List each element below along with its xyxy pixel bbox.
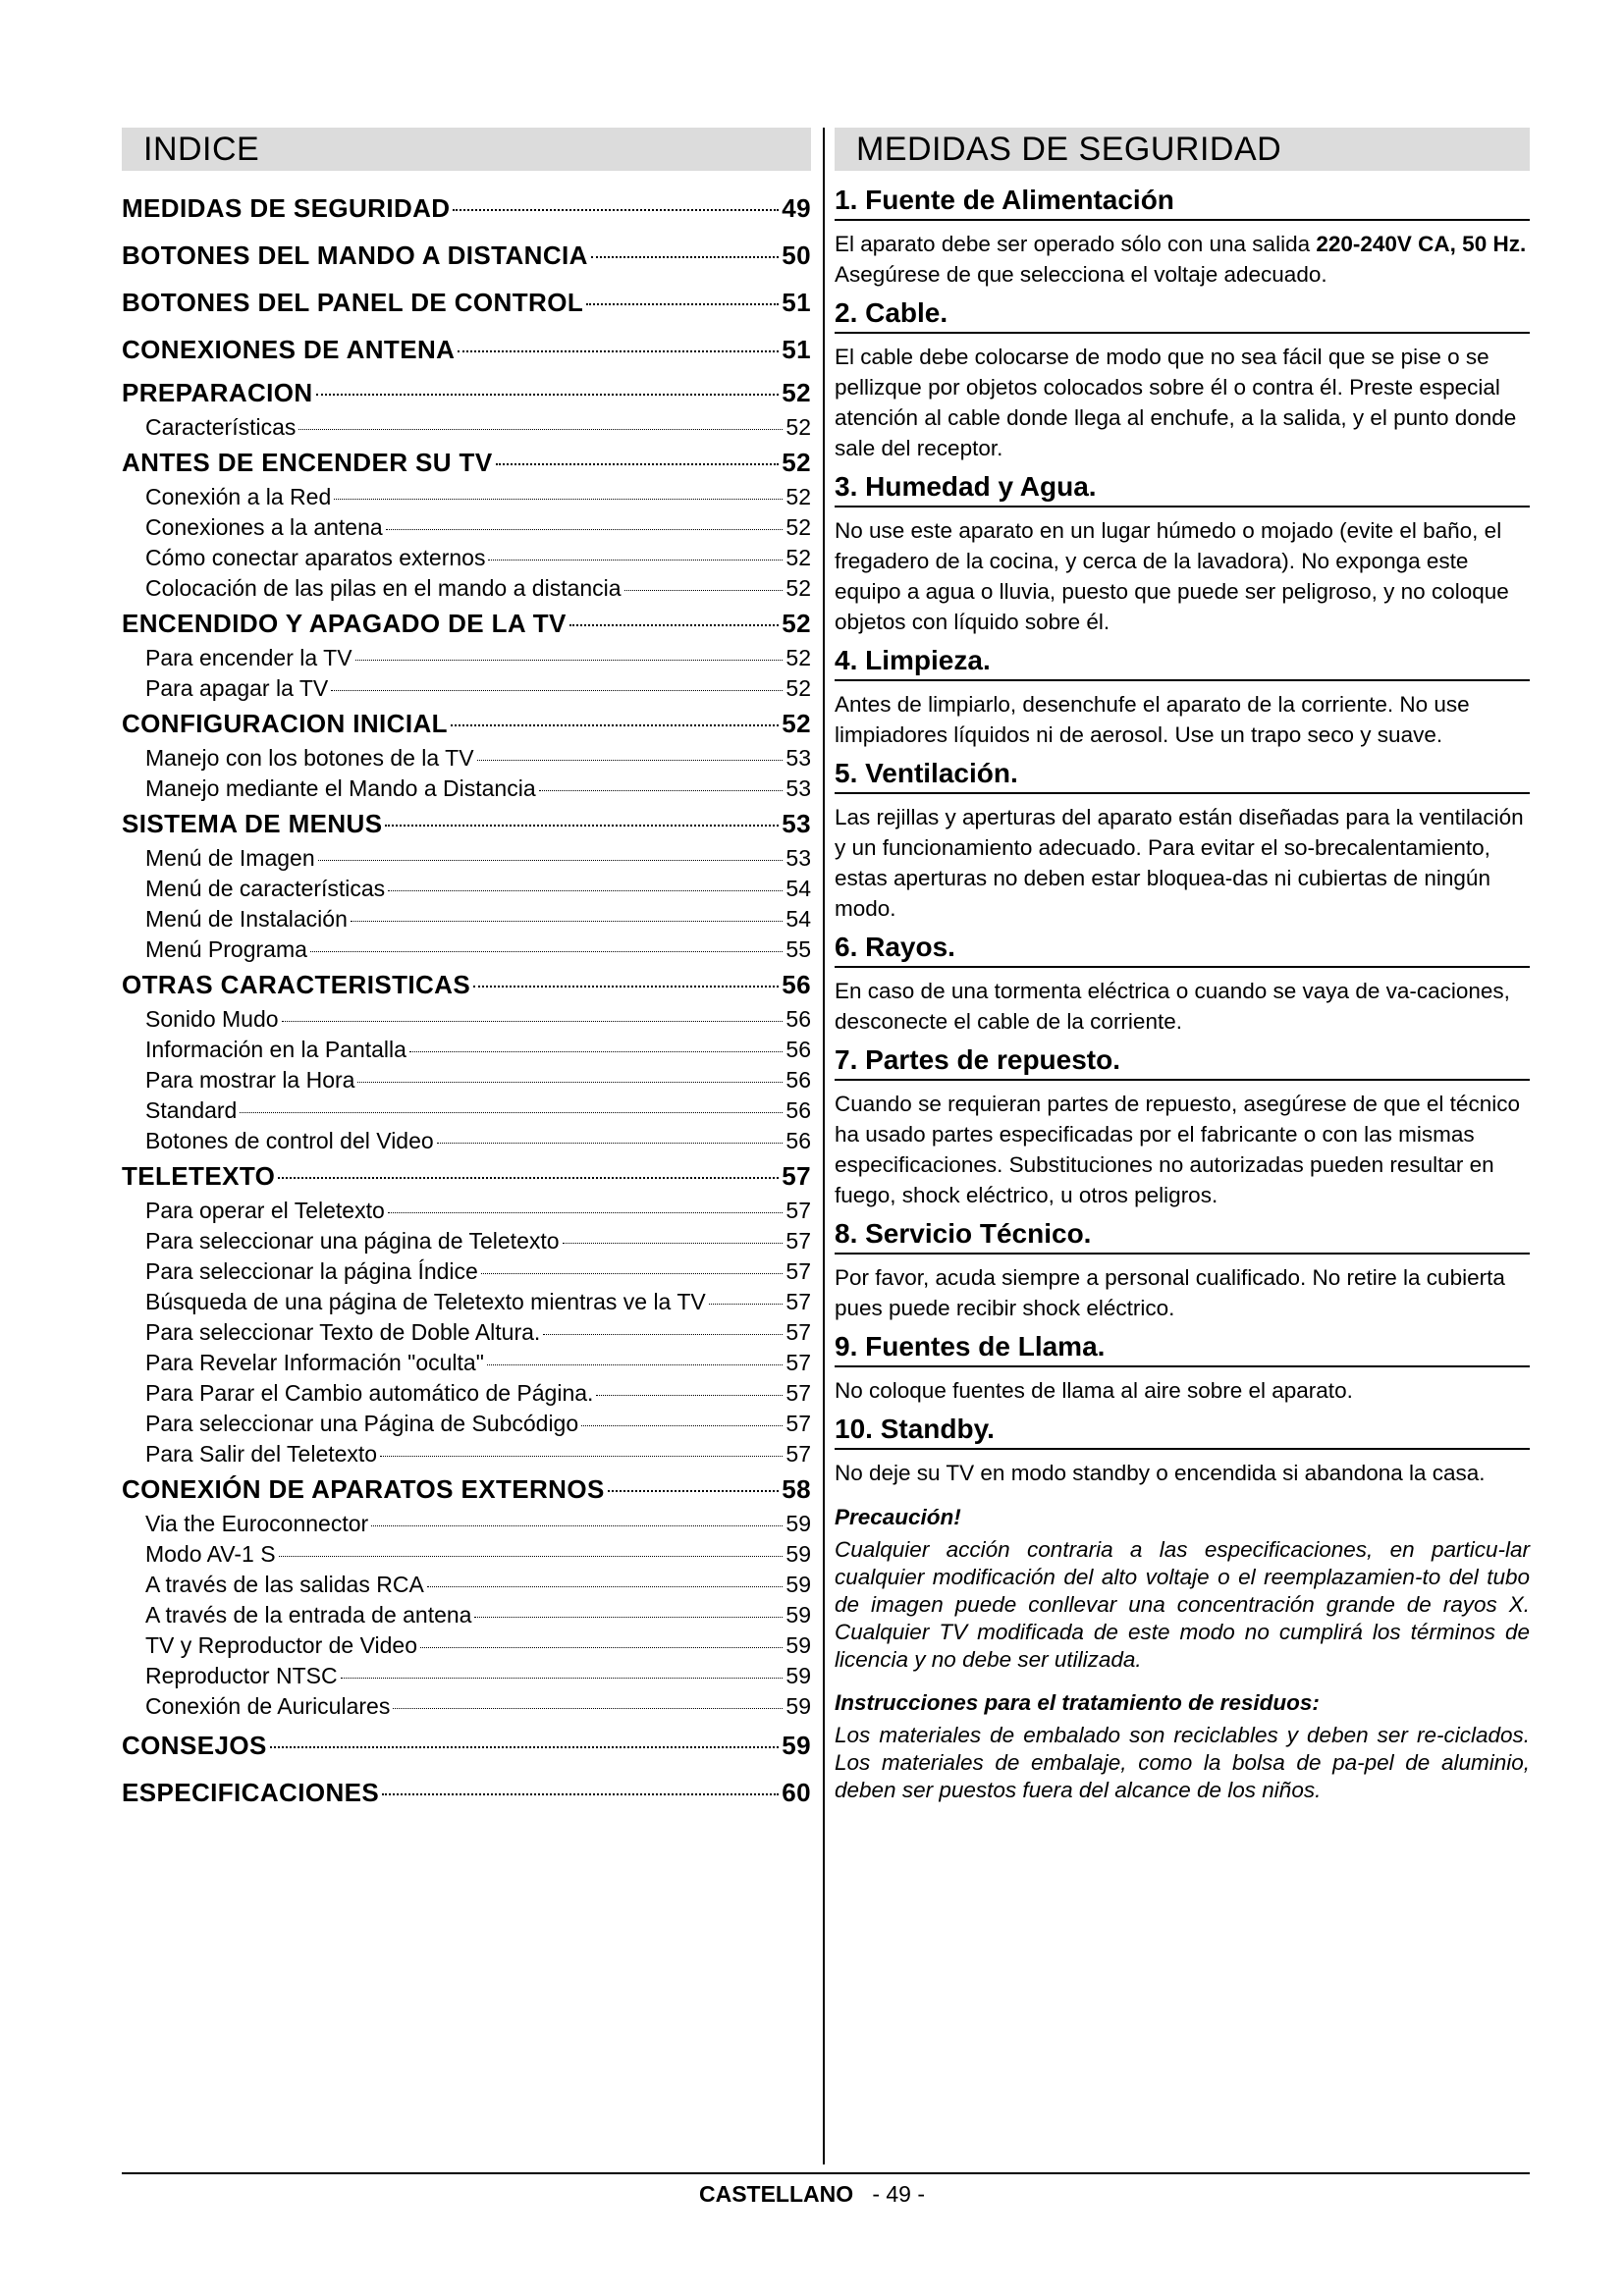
toc-leader-dots bbox=[386, 529, 784, 530]
toc-page-number: 59 bbox=[785, 1541, 811, 1567]
toc-leader-dots bbox=[298, 429, 783, 430]
toc-page-number: 54 bbox=[785, 906, 811, 932]
toc-page-number: 51 bbox=[782, 288, 811, 317]
toc-leader-dots bbox=[591, 256, 779, 258]
safety-column bbox=[835, 128, 1530, 1808]
toc-page-number: 52 bbox=[785, 414, 811, 440]
section-body-spare-parts: Cuando se requieran partes de repuesto, asegúrese de que el técnico ha usado partes especificadas por el fabricante o con las mismas especificaciones. Substituciones no autorizadas pueden resultar en fuego, shock eléctrico, u otros peligros. bbox=[835, 1092, 1520, 1207]
toc-entry-title: Para seleccionar una página de Teletexto bbox=[145, 1228, 560, 1254]
toc-leader-dots bbox=[569, 624, 779, 626]
toc-subsection-entry bbox=[122, 1317, 811, 1348]
toc-page-number: 57 bbox=[785, 1380, 811, 1406]
section-title-flame: 9. Fuentes de Llama. bbox=[835, 1331, 1530, 1367]
toc-leader-dots bbox=[341, 1678, 784, 1679]
toc-entry-title: Standard bbox=[145, 1097, 238, 1123]
toc-page-number: 59 bbox=[785, 1572, 811, 1597]
toc-leader-dots bbox=[586, 303, 779, 305]
toc-page-number: 52 bbox=[782, 448, 811, 477]
toc-leader-dots bbox=[270, 1746, 780, 1748]
toc-page-number: 57 bbox=[785, 1258, 811, 1284]
toc-leader-dots bbox=[409, 1051, 783, 1052]
toc-page-number: 57 bbox=[785, 1289, 811, 1314]
toc-entry-title: Características bbox=[145, 414, 297, 440]
toc-page-number: 52 bbox=[785, 575, 811, 601]
toc-leader-dots bbox=[437, 1143, 784, 1144]
toc-subsection-entry bbox=[122, 1600, 811, 1630]
section-title-cleaning: 4. Limpieza. bbox=[835, 645, 1530, 681]
toc-section-entry bbox=[122, 279, 811, 326]
toc-entry-title: Para seleccionar la página Índice bbox=[145, 1258, 478, 1284]
toc-leader-dots bbox=[388, 1212, 784, 1213]
toc-page-number: 56 bbox=[785, 1067, 811, 1093]
toc-leader-dots bbox=[581, 1425, 783, 1426]
toc-page-number: 56 bbox=[785, 1006, 811, 1032]
toc-subsection-entry bbox=[122, 904, 811, 934]
toc-page-number: 59 bbox=[785, 1511, 811, 1536]
toc-subsection-entry bbox=[122, 934, 811, 965]
toc-page-number: 60 bbox=[782, 1778, 811, 1807]
toc-subsection-entry bbox=[122, 1691, 811, 1722]
toc-section-entry bbox=[122, 1769, 811, 1816]
toc-leader-dots bbox=[596, 1395, 783, 1396]
toc-entry-title: Menú de características bbox=[145, 876, 386, 901]
toc-entry-title: CONSEJOS bbox=[122, 1731, 267, 1760]
section-body-moisture: No use este aparato en un lugar húmedo o mojado (evite el baño, el fregadero de la cocina, y cerca de la lavadora). No exponga este equipo a agua o lluvia, puesto que puede ser peligroso, y no coloque objetos con líquido sobre él. bbox=[835, 518, 1509, 634]
toc-subsection-entry bbox=[122, 1004, 811, 1035]
toc-entry-title: ENCENDIDO Y APAGADO DE LA TV bbox=[122, 609, 567, 638]
caution-title: Precaución! bbox=[835, 1505, 961, 1529]
section-title-ventilation: 5. Ventilación. bbox=[835, 758, 1530, 794]
toc-entry-title: Información en la Pantalla bbox=[145, 1037, 406, 1062]
index-column bbox=[122, 128, 811, 1816]
toc-page-number: 50 bbox=[782, 240, 811, 270]
section-title-standby: 10. Standby. bbox=[835, 1414, 1530, 1450]
toc-entry-title: Menú de Instalación bbox=[145, 906, 348, 932]
section-body-cleaning: Antes de limpiarlo, desenchufe el aparato de la corriente. No use limpiadores líquidos ni de aerosol. Use un trapo seco y suave. bbox=[835, 692, 1470, 747]
toc-page-number: 53 bbox=[785, 745, 811, 771]
toc-subsection-entry bbox=[122, 512, 811, 543]
toc-leader-dots bbox=[355, 660, 784, 661]
toc-page-number: 52 bbox=[785, 545, 811, 570]
toc-entry-title: TV y Reproductor de Video bbox=[145, 1632, 418, 1658]
toc-subsection-entry bbox=[122, 1226, 811, 1256]
power-text-post: Asegúrese de que selecciona el voltaje adecuado. bbox=[835, 262, 1327, 287]
toc-entry-title: Sonido Mudo bbox=[145, 1006, 279, 1032]
section-body-power bbox=[835, 229, 1530, 290]
toc-page-number: 51 bbox=[782, 335, 811, 364]
toc-subsection-entry bbox=[122, 643, 811, 673]
toc-page-number: 55 bbox=[785, 936, 811, 962]
toc-subsection-entry bbox=[122, 1287, 811, 1317]
toc-entry-title: OTRAS CARACTERISTICAS bbox=[122, 970, 471, 999]
waste-title: Instrucciones para el tratamiento de residuos: bbox=[835, 1690, 1320, 1715]
toc-page-number: 52 bbox=[785, 484, 811, 509]
waste-body: Los materiales de embalado son reciclables y deben ser re-ciclados. Los materiales de embalaje, como la bolsa de pa-pel de aluminio, deben ser puestos fuera del alcance de los niños. bbox=[835, 1723, 1530, 1802]
toc-page-number: 56 bbox=[785, 1097, 811, 1123]
toc-page-number: 56 bbox=[785, 1128, 811, 1153]
power-text-pre: El aparato debe ser operado sólo con una salida bbox=[835, 232, 1317, 256]
toc-subsection-entry bbox=[122, 774, 811, 804]
toc-leader-dots bbox=[380, 1456, 783, 1457]
toc-entry-title: MEDIDAS DE SEGURIDAD bbox=[122, 193, 451, 223]
toc-entry-title: Via the Euroconnector bbox=[145, 1511, 369, 1536]
toc-entry-title: PREPARACION bbox=[122, 378, 313, 407]
toc-page-number: 52 bbox=[782, 709, 811, 738]
toc-entry-title: Para Parar el Cambio automático de Página. bbox=[145, 1380, 594, 1406]
toc-entry-title: CONEXIÓN DE APARATOS EXTERNOS bbox=[122, 1474, 605, 1504]
toc-leader-dots bbox=[385, 825, 779, 827]
section-title-cable: 2. Cable. bbox=[835, 297, 1530, 334]
section-body-ventilation: Las rejillas y aperturas del aparato están diseñadas para la ventilación y un funcionamiento adecuado. Para evitar el so-brecalentamiento, estas aperturas no deben estar bloquea-das ni cubiertas de ningún modo. bbox=[835, 805, 1524, 921]
section-title-power: 1. Fuente de Alimentación bbox=[835, 185, 1530, 221]
toc-leader-dots bbox=[278, 1177, 779, 1179]
toc-leader-dots bbox=[310, 951, 783, 952]
toc-leader-dots bbox=[334, 499, 783, 500]
toc-subsection-entry bbox=[122, 1378, 811, 1409]
toc-section-entry bbox=[122, 965, 811, 1004]
footer-page-number: - 49 - bbox=[872, 2181, 926, 2207]
toc-entry-title: Conexión a la Red bbox=[145, 484, 332, 509]
toc-leader-dots bbox=[608, 1490, 780, 1492]
toc-subsection-entry bbox=[122, 482, 811, 512]
toc-entry-title: BOTONES DEL PANEL DE CONTROL bbox=[122, 288, 584, 317]
toc-entry-title: BOTONES DEL MANDO A DISTANCIA bbox=[122, 240, 588, 270]
safety-heading: MEDIDAS DE SEGURIDAD bbox=[835, 128, 1530, 171]
toc-subsection-entry bbox=[122, 1539, 811, 1570]
toc-leader-dots bbox=[331, 690, 783, 691]
toc-entry-title: Para apagar la TV bbox=[145, 675, 329, 701]
toc-leader-dots bbox=[563, 1243, 784, 1244]
toc-subsection-entry bbox=[122, 743, 811, 774]
toc-leader-dots bbox=[357, 1082, 783, 1083]
toc-entry-title: A través de las salidas RCA bbox=[145, 1572, 424, 1597]
toc-section-entry bbox=[122, 232, 811, 279]
toc-page-number: 59 bbox=[785, 1602, 811, 1628]
toc-leader-dots bbox=[488, 560, 783, 561]
toc-page-number: 52 bbox=[785, 514, 811, 540]
section-body-cable: El cable debe colocarse de modo que no sea fácil que se pise o se pellizque por objetos colocados sobre él o contra él. Preste especial atención al cable donde llega al enchufe, a la salida, y el punto donde sale del receptor. bbox=[835, 345, 1517, 460]
toc-entry-title: SISTEMA DE MENUS bbox=[122, 809, 383, 838]
toc-section-entry bbox=[122, 1722, 811, 1769]
toc-page-number: 57 bbox=[785, 1350, 811, 1375]
toc-entry-title: Para operar el Teletexto bbox=[145, 1198, 385, 1223]
toc-subsection-entry bbox=[122, 1661, 811, 1691]
toc-page-number: 57 bbox=[785, 1198, 811, 1223]
toc-entry-title: Modo AV-1 S bbox=[145, 1541, 276, 1567]
toc-leader-dots bbox=[496, 463, 780, 465]
toc-page-number: 52 bbox=[785, 675, 811, 701]
toc-page-number: 56 bbox=[782, 970, 811, 999]
toc-entry-title: Manejo mediante el Mando a Distancia bbox=[145, 775, 536, 801]
toc-leader-dots bbox=[393, 1708, 783, 1709]
toc-entry-title: Menú de Imagen bbox=[145, 845, 315, 871]
toc-leader-dots bbox=[458, 350, 779, 352]
caution-body: Cualquier acción contraria a las especificaciones, en particu-lar cualquier modificación del alto voltaje o el reemplazamien-to del tubo de imagen puede conllevar una concentración grande de rayos X. Cualquier TV modificada de este modo no cumplirá los términos de licencia y no debe ser utilizada. bbox=[835, 1537, 1530, 1672]
footer-rule bbox=[122, 2172, 1530, 2174]
toc-page-number: 56 bbox=[785, 1037, 811, 1062]
toc-page-number: 53 bbox=[782, 809, 811, 838]
toc-leader-dots bbox=[388, 890, 783, 891]
section-body-flame: No coloque fuentes de llama al aire sobre el aparato. bbox=[835, 1378, 1353, 1403]
toc-page-number: 53 bbox=[785, 775, 811, 801]
toc-leader-dots bbox=[473, 986, 779, 988]
toc-subsection-entry bbox=[122, 874, 811, 904]
toc-section-entry bbox=[122, 1156, 811, 1196]
toc-section-entry bbox=[122, 185, 811, 232]
toc-entry-title: Colocación de las pilas en el mando a distancia bbox=[145, 575, 622, 601]
section-body-lightning: En caso de una tormenta eléctrica o cuando se vaya de va-caciones, desconecte el cable de la corriente. bbox=[835, 979, 1510, 1034]
toc-section-entry bbox=[122, 443, 811, 482]
toc-section-entry bbox=[122, 804, 811, 843]
toc-subsection-entry bbox=[122, 1348, 811, 1378]
toc-entry-title: Para mostrar la Hora bbox=[145, 1067, 355, 1093]
toc-page-number: 59 bbox=[785, 1632, 811, 1658]
toc-entry-title: ESPECIFICACIONES bbox=[122, 1778, 380, 1807]
toc-page-number: 59 bbox=[782, 1731, 811, 1760]
toc-leader-dots bbox=[481, 1273, 784, 1274]
toc-subsection-entry bbox=[122, 412, 811, 443]
toc-subsection-entry bbox=[122, 1256, 811, 1287]
toc-entry-title: TELETEXTO bbox=[122, 1161, 276, 1191]
toc-page-number: 58 bbox=[782, 1474, 811, 1504]
toc-entry-title: Cómo conectar aparatos externos bbox=[145, 545, 486, 570]
toc-leader-dots bbox=[539, 790, 784, 791]
section-body-standby: No deje su TV en modo standby o encendida si abandona la casa. bbox=[835, 1461, 1486, 1485]
toc-subsection-entry bbox=[122, 1630, 811, 1661]
page-footer bbox=[0, 2181, 1624, 2208]
toc-entry-title: Para Revelar Información "oculta" bbox=[145, 1350, 484, 1375]
toc-subsection-entry bbox=[122, 1509, 811, 1539]
toc-subsection-entry bbox=[122, 1570, 811, 1600]
toc-page-number: 52 bbox=[785, 645, 811, 670]
toc-page-number: 57 bbox=[782, 1161, 811, 1191]
toc-section-entry bbox=[122, 373, 811, 412]
toc-leader-dots bbox=[427, 1586, 784, 1587]
index-heading: INDICE bbox=[122, 128, 811, 171]
toc-leader-dots bbox=[279, 1556, 784, 1557]
toc-leader-dots bbox=[420, 1647, 783, 1648]
toc-page-number: 57 bbox=[785, 1411, 811, 1436]
toc-page-number: 57 bbox=[785, 1228, 811, 1254]
section-title-lightning: 6. Rayos. bbox=[835, 932, 1530, 968]
toc-section-entry bbox=[122, 326, 811, 373]
toc-subsection-entry bbox=[122, 673, 811, 704]
toc-section-entry bbox=[122, 1469, 811, 1509]
toc-subsection-entry bbox=[122, 843, 811, 874]
toc-subsection-entry bbox=[122, 1439, 811, 1469]
toc-leader-dots bbox=[487, 1364, 784, 1365]
toc-leader-dots bbox=[474, 1617, 783, 1618]
toc-subsection-entry bbox=[122, 543, 811, 573]
toc-entry-title: Para seleccionar Texto de Doble Altura. bbox=[145, 1319, 541, 1345]
toc-section-entry bbox=[122, 604, 811, 643]
toc-leader-dots bbox=[318, 860, 784, 861]
toc-subsection-entry bbox=[122, 1196, 811, 1226]
toc-page-number: 52 bbox=[782, 378, 811, 407]
toc-leader-dots bbox=[351, 921, 784, 922]
toc-entry-title: Conexión de Auriculares bbox=[145, 1693, 391, 1719]
toc-subsection-entry bbox=[122, 1035, 811, 1065]
toc-entry-title: Botones de control del Video bbox=[145, 1128, 434, 1153]
toc-entry-title: Menú Programa bbox=[145, 936, 307, 962]
toc-subsection-entry bbox=[122, 1065, 811, 1095]
toc-leader-dots bbox=[709, 1304, 784, 1305]
toc-page-number: 54 bbox=[785, 876, 811, 901]
toc-entry-title: Para Salir del Teletexto bbox=[145, 1441, 378, 1467]
toc-subsection-entry bbox=[122, 1126, 811, 1156]
section-body-service: Por favor, acuda siempre a personal cualificado. No retire la cubierta pues puede recibir shock eléctrico. bbox=[835, 1265, 1505, 1320]
toc-leader-dots bbox=[543, 1334, 783, 1335]
section-title-service: 8. Servicio Técnico. bbox=[835, 1218, 1530, 1255]
toc-leader-dots bbox=[453, 209, 779, 211]
toc-subsection-entry bbox=[122, 1409, 811, 1439]
toc-leader-dots bbox=[371, 1525, 783, 1526]
footer-language: CASTELLANO bbox=[698, 2181, 854, 2207]
toc-page-number: 59 bbox=[785, 1663, 811, 1688]
toc-entry-title: Manejo con los botones de la TV bbox=[145, 745, 474, 771]
toc-leader-dots bbox=[382, 1793, 779, 1795]
column-divider bbox=[823, 128, 825, 2164]
toc-entry-title: Búsqueda de una página de Teletexto mientras ve la TV bbox=[145, 1289, 706, 1314]
toc-page-number: 57 bbox=[785, 1441, 811, 1467]
toc-entry-title: Reproductor NTSC bbox=[145, 1663, 338, 1688]
toc-leader-dots bbox=[477, 760, 784, 761]
section-title-spare-parts: 7. Partes de repuesto. bbox=[835, 1044, 1530, 1081]
toc-section-entry bbox=[122, 704, 811, 743]
toc-page-number: 52 bbox=[782, 609, 811, 638]
toc-leader-dots bbox=[451, 724, 779, 726]
table-of-contents bbox=[122, 185, 811, 1816]
toc-entry-title: CONFIGURACION INICIAL bbox=[122, 709, 448, 738]
section-title-moisture: 3. Humedad y Agua. bbox=[835, 471, 1530, 507]
toc-leader-dots bbox=[316, 394, 780, 396]
toc-entry-title: A través de la entrada de antena bbox=[145, 1602, 472, 1628]
toc-leader-dots bbox=[282, 1021, 784, 1022]
toc-subsection-entry bbox=[122, 1095, 811, 1126]
toc-page-number: 49 bbox=[782, 193, 811, 223]
toc-entry-title: CONEXIONES DE ANTENA bbox=[122, 335, 456, 364]
toc-entry-title: Para seleccionar una Página de Subcódigo bbox=[145, 1411, 579, 1436]
toc-entry-title: Para encender la TV bbox=[145, 645, 352, 670]
toc-leader-dots bbox=[624, 590, 784, 591]
toc-page-number: 53 bbox=[785, 845, 811, 871]
toc-subsection-entry bbox=[122, 573, 811, 604]
toc-page-number: 57 bbox=[785, 1319, 811, 1345]
toc-entry-title: ANTES DE ENCENDER SU TV bbox=[122, 448, 493, 477]
toc-entry-title: Conexiones a la antena bbox=[145, 514, 383, 540]
toc-page-number: 59 bbox=[785, 1693, 811, 1719]
toc-leader-dots bbox=[240, 1112, 783, 1113]
power-voltage: 220-240V CA, 50 Hz. bbox=[1316, 232, 1527, 256]
